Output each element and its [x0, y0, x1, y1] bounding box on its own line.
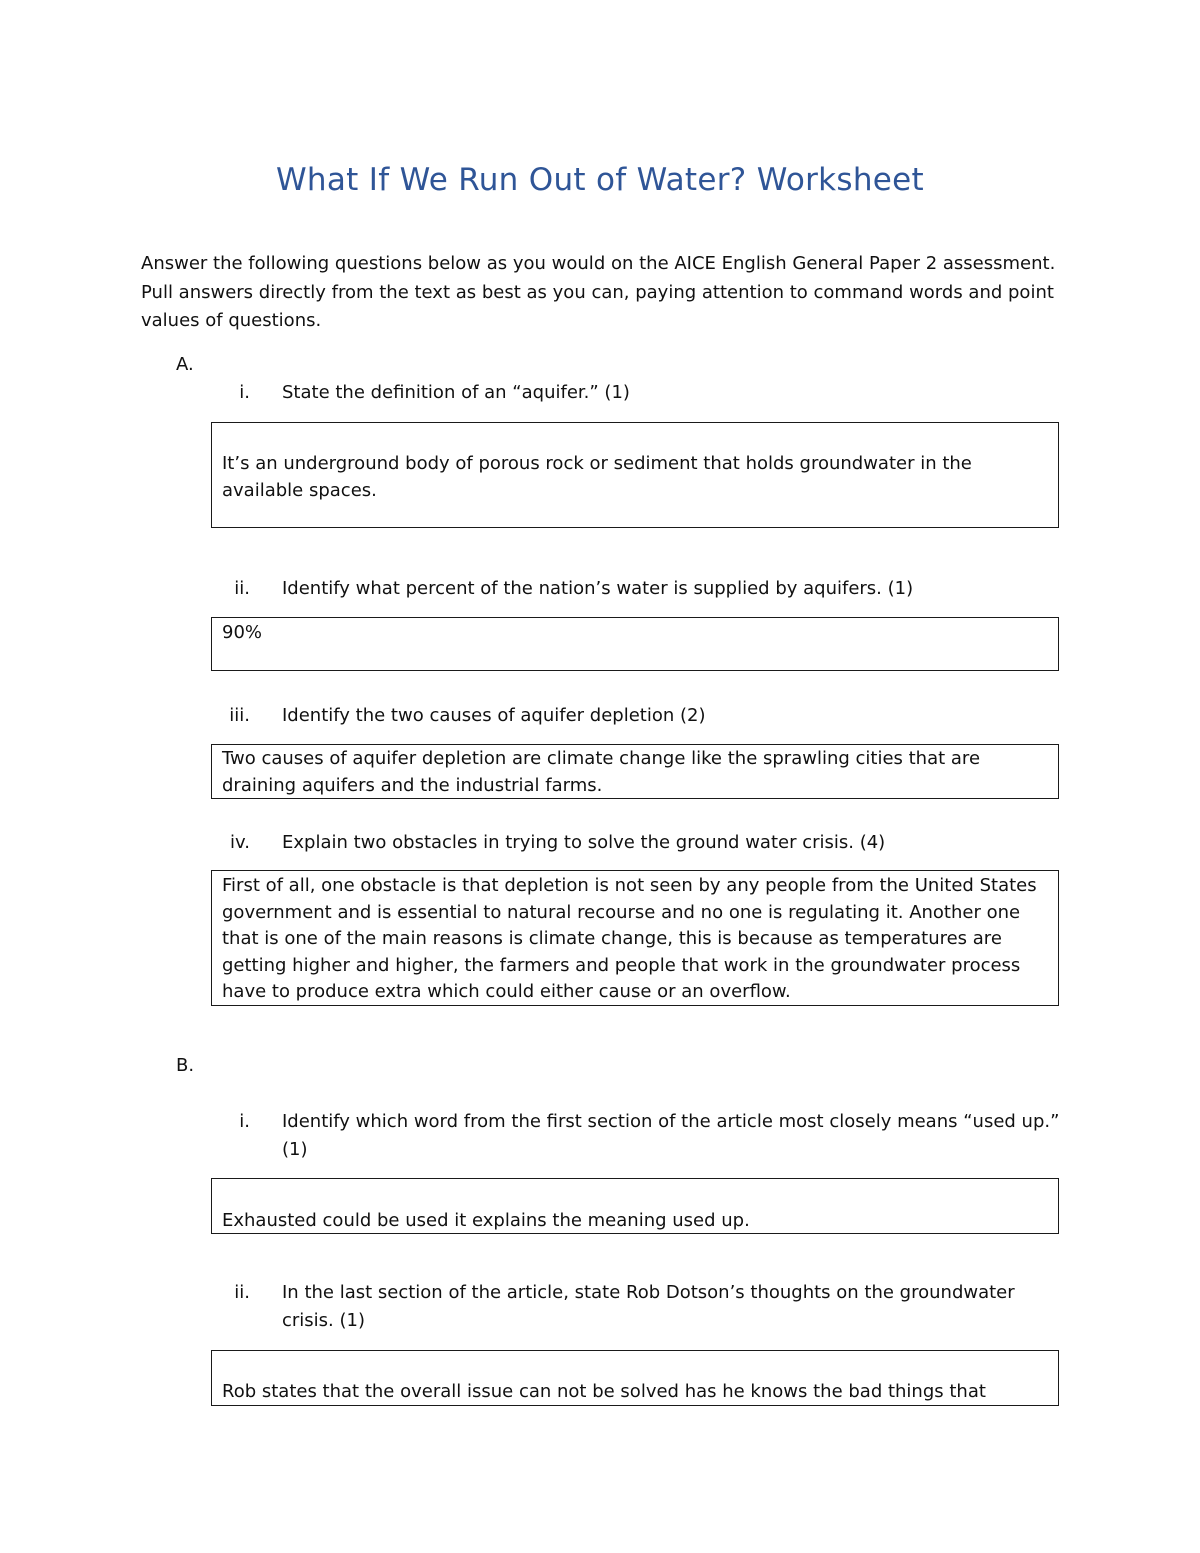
instructions: Answer the following questions below as you would on the AICE English General Paper 2 assessment. Pull answers directly from the text as best as you can, paying attention to command words and point values of questions.: [141, 253, 1056, 331]
question-text: Identify the two causes of aquifer depletion (2): [282, 705, 706, 726]
question-number: ii.: [234, 1282, 250, 1303]
answer-text: Rob states that the overall issue can not be solved has he knows the bad things that: [222, 1381, 986, 1402]
section-label-a: A.: [176, 354, 194, 375]
answer-text: First of all, one obstacle is that depletion is not seen by any people from the United States government and is essential to natural recourse and no one is regulating it. Another one that is one of the main reasons is climate change, this is because as temperatures are getting higher and higher, the farmers and people that work in the groundwater process have to produce extra which could either cause or an overflow.: [222, 875, 1037, 1002]
answer-text: Two causes of aquifer depletion are climate change like the sprawling cities that are draining aquifers and the industrial farms.: [222, 748, 981, 796]
answer-box[interactable]: [211, 744, 1059, 799]
question-number: iii.: [229, 705, 250, 726]
section-label-b: B.: [176, 1055, 195, 1076]
page-title: What If We Run Out of Water? Worksheet: [275, 162, 924, 198]
question-text: State the definition of an “aquifer.” (1): [282, 382, 630, 403]
answer-box[interactable]: [211, 1350, 1059, 1406]
answer-box[interactable]: [211, 422, 1059, 528]
answer-box[interactable]: [211, 1178, 1059, 1234]
question-text: In the last section of the article, state Rob Dotson’s thoughts on the groundwater crisis. (1): [282, 1282, 1015, 1331]
question-number: i.: [239, 382, 250, 403]
question-number: i.: [239, 1111, 250, 1132]
answer-text: It’s an underground body of porous rock or sediment that holds groundwater in the available spaces.: [222, 453, 972, 501]
question-number: ii.: [234, 578, 250, 599]
question-text: Identify which word from the first section of the article most closely means “used up.” (1): [282, 1111, 1060, 1160]
question-text: Identify what percent of the nation’s water is supplied by aquifers. (1): [282, 578, 914, 599]
answer-box[interactable]: [211, 870, 1059, 1006]
question-text: Explain two obstacles in trying to solve the ground water crisis. (4): [282, 832, 886, 853]
answer-text: 90%: [222, 622, 263, 643]
answer-box[interactable]: [211, 617, 1059, 671]
question-number: iv.: [230, 832, 250, 853]
answer-text: Exhausted could be used it explains the meaning used up.: [222, 1210, 750, 1231]
